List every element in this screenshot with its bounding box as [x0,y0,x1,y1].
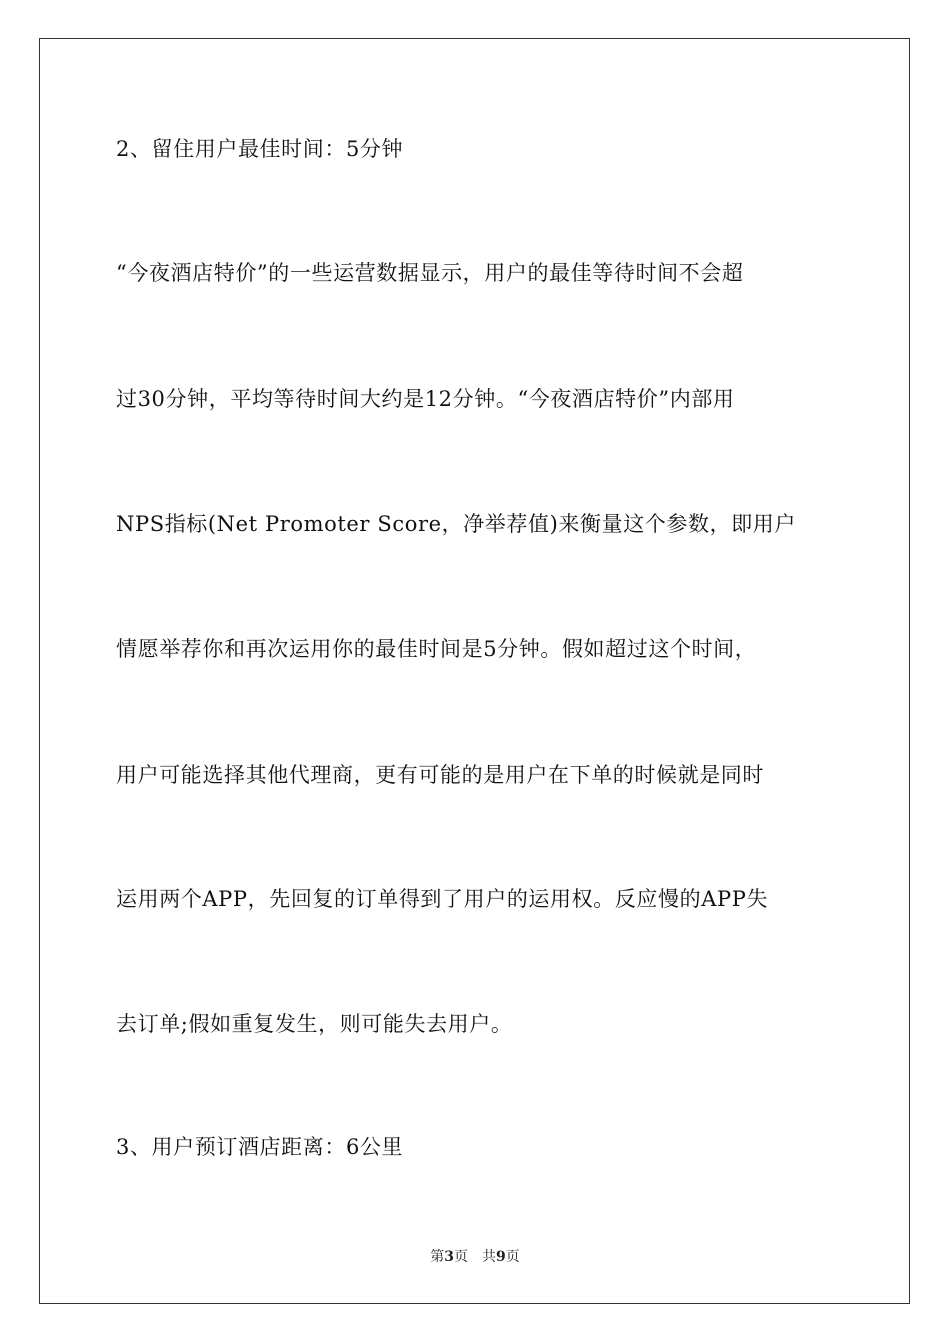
total-prefix: 共 [482,1249,496,1265]
page-footer [0,1248,950,1266]
paragraph-line: 用户可能选择其他代理商，更有可能的是用户在下单的时候就是同时 [116,763,764,787]
section-heading-3: 3、用户预订酒店距离：6公里 [116,1135,404,1159]
page-total: 9 [496,1249,506,1265]
paragraph-line: 情愿举荐你和再次运用你的最佳时间是5分钟。假如超过这个时间， [116,637,757,661]
section-heading-2: 2、留住用户最佳时间：5分钟 [116,137,404,161]
paragraph-line: NPS指标(Net Promoter Score，净举荐值)来衡量这个参数，即用户 [116,512,796,536]
paragraph-line: 去订单;假如重复发生，则可能失去用户。 [116,1012,513,1036]
total-unit: 页 [505,1249,520,1265]
paragraph-line: 过30分钟，平均等待时间大约是12分钟。“今夜酒店特价”内部用 [116,387,735,411]
page-unit: 页 [454,1249,468,1265]
paragraph-line: “今夜酒店特价”的一些运营数据显示，用户的最佳等待时间不会超 [116,261,744,285]
page-prefix: 第 [430,1249,445,1265]
page-current: 3 [444,1249,454,1265]
paragraph-line: 运用两个APP，先回复的订单得到了用户的运用权。反应慢的APP失 [116,887,769,911]
page-frame [39,38,910,1304]
